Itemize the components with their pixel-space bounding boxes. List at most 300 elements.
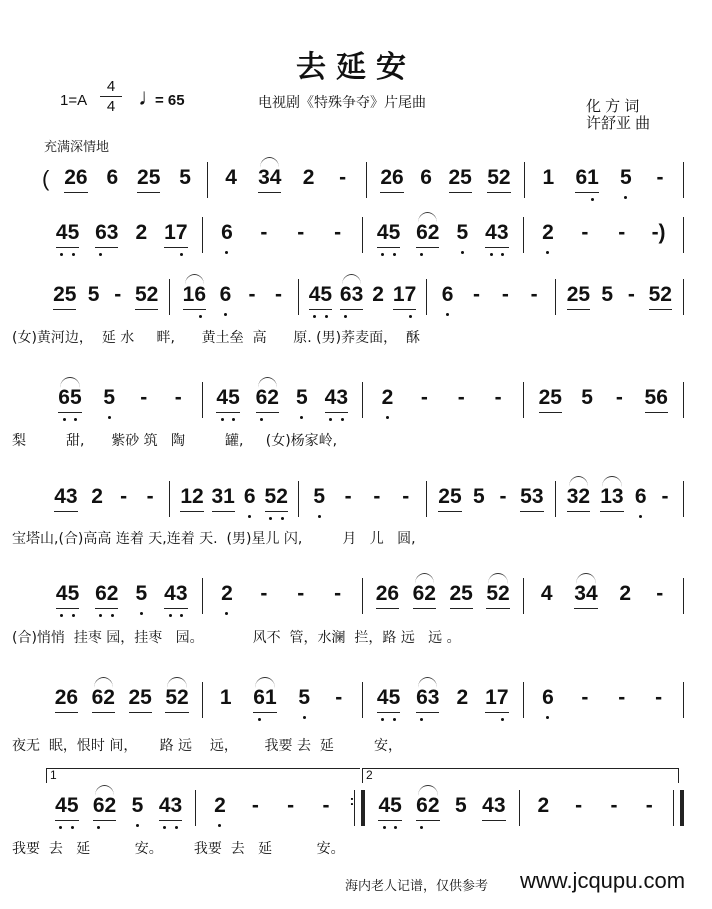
key-signature: 1=A (60, 92, 88, 109)
note (183, 283, 206, 310)
note-text: 5 (581, 386, 593, 409)
measure (42, 221, 202, 255)
measure (363, 686, 523, 720)
note (416, 221, 439, 248)
barline (683, 578, 684, 614)
note-text: - (275, 283, 283, 306)
low-octave-dot (169, 614, 172, 617)
note (485, 686, 508, 713)
music-row (42, 221, 684, 255)
low-octave-dot (225, 251, 228, 254)
low-octave-dot (72, 614, 75, 617)
note-text: 34 (258, 166, 282, 189)
low-octave-dot (180, 614, 183, 617)
note (438, 485, 461, 512)
note (135, 283, 158, 310)
note (180, 485, 203, 512)
low-octave-dot (258, 718, 261, 721)
note-text: - (287, 794, 295, 817)
note-text: 5 (135, 582, 148, 605)
slur-arc (94, 677, 113, 688)
low-octave-dot (74, 418, 77, 421)
note (219, 283, 233, 307)
note (618, 582, 632, 606)
measure (427, 283, 554, 317)
slur-arc (488, 573, 507, 584)
note-text: 45 (376, 686, 401, 709)
note (472, 485, 486, 509)
note (377, 221, 400, 248)
note-text: 45 (55, 221, 80, 244)
note-text: 34 (574, 582, 598, 605)
note (55, 794, 78, 821)
low-octave-dot (383, 826, 386, 829)
measure (363, 221, 523, 255)
low-octave-dot (260, 418, 263, 421)
measure (367, 166, 525, 200)
note (340, 283, 363, 310)
note (165, 686, 188, 713)
note-text: 43 (485, 221, 509, 244)
note-text: - (146, 485, 154, 508)
composer-credit: 许舒亚 曲 (586, 115, 651, 132)
note-text: - (334, 582, 342, 605)
dash-note (527, 283, 541, 307)
dash-note (336, 166, 350, 190)
note (58, 386, 81, 413)
low-octave-dot (490, 253, 493, 256)
dash-note (332, 686, 346, 710)
note-text: 5 (295, 386, 308, 409)
note-text: 26 (54, 686, 79, 709)
open-parenthesis: ( (42, 166, 50, 191)
note-text: 5 (454, 794, 467, 817)
note-text: 17 (164, 221, 188, 244)
note-text: - (499, 485, 507, 508)
note (95, 221, 118, 248)
note (55, 686, 78, 713)
note-text: 6 (106, 166, 119, 189)
volta-second-ending (362, 768, 679, 783)
note (129, 686, 152, 713)
note-text: - (645, 794, 653, 817)
low-octave-dot (624, 196, 627, 199)
note-text: 26 (64, 166, 88, 189)
note (295, 386, 309, 410)
note-text: 5 (103, 386, 115, 409)
dash-note (491, 386, 505, 410)
dash-note (612, 386, 626, 410)
time-signature-bottom: 4 (106, 98, 116, 115)
note (536, 794, 550, 818)
note-text: 43 (54, 485, 78, 508)
note (540, 582, 554, 606)
dash-note (294, 221, 308, 245)
note (378, 794, 401, 821)
low-octave-dot (446, 313, 449, 316)
barline (683, 217, 684, 253)
lyricist-credit: 化 方 词 (586, 98, 640, 115)
note (541, 221, 555, 245)
note (600, 485, 623, 512)
note-text: 32 (566, 485, 591, 508)
dash-note (417, 386, 431, 410)
low-octave-dot (591, 198, 594, 201)
measure (203, 686, 363, 720)
note-text: - (610, 794, 618, 817)
slur-arc (576, 573, 595, 584)
slur-arc (418, 212, 437, 223)
note (216, 386, 239, 413)
note-text: 25 (538, 386, 562, 409)
note-text: 62 (255, 386, 279, 409)
dash-note (257, 582, 271, 606)
dash-note (653, 166, 667, 190)
note-text: - (260, 221, 268, 244)
low-octave-dot (63, 418, 66, 421)
low-octave-dot (420, 718, 423, 721)
note (393, 283, 416, 310)
low-octave-dot (218, 824, 221, 827)
note-text: - (174, 386, 182, 409)
low-octave-dot (386, 416, 389, 419)
note (482, 794, 505, 821)
note-text: 62 (92, 794, 117, 817)
note (297, 686, 311, 710)
note-text: 6 (441, 283, 454, 306)
note-text: 25 (438, 485, 462, 508)
note (376, 582, 399, 609)
music-row (42, 686, 684, 720)
note-text: 63 (95, 221, 119, 244)
note (541, 686, 555, 710)
note (413, 582, 436, 609)
note-text: - (618, 686, 626, 709)
measure (170, 485, 297, 519)
note (455, 686, 469, 710)
note (580, 386, 594, 410)
note (455, 221, 469, 245)
measure (42, 283, 169, 317)
note-text: 5 (313, 485, 326, 508)
slur-arc (60, 377, 79, 388)
note-text: - (335, 686, 343, 709)
note-text: 52 (486, 582, 510, 605)
note-text: - (501, 283, 509, 306)
note-text: - (618, 221, 626, 244)
slur-arc (258, 377, 277, 388)
note-text: - (140, 386, 148, 409)
note (487, 166, 510, 193)
low-octave-dot (60, 253, 63, 256)
note-text: 43 (164, 582, 188, 605)
note (380, 166, 403, 193)
note (380, 386, 394, 410)
low-octave-dot (313, 315, 316, 318)
note-text: 4 (225, 166, 237, 189)
note-text: - (114, 283, 122, 306)
note-text: 5 (179, 166, 191, 189)
note-text: -) (651, 221, 666, 244)
dash-note (615, 221, 629, 245)
note-text: - (656, 582, 664, 605)
note-text: 52 (165, 686, 189, 709)
low-octave-dot (99, 253, 102, 256)
note (105, 166, 119, 190)
note (649, 283, 672, 310)
note-text: 25 (53, 283, 77, 306)
low-octave-dot (303, 716, 306, 719)
note (454, 794, 468, 818)
dash-note (607, 794, 621, 818)
volta-first-ending (46, 768, 360, 783)
dash-note (624, 283, 638, 307)
note (486, 582, 509, 609)
note (137, 166, 160, 193)
music-row (42, 386, 684, 420)
low-octave-dot (199, 315, 202, 318)
quarter-note-icon: ♩ (138, 84, 162, 111)
note (539, 386, 562, 413)
note-text: 62 (412, 582, 436, 605)
measure (363, 386, 523, 420)
note (575, 166, 598, 193)
expression-marking: 充满深情地 (44, 139, 110, 154)
note-text: 25 (137, 166, 161, 189)
slur-arc (569, 476, 588, 487)
note-text: 6 (221, 221, 233, 244)
music-row (42, 485, 684, 519)
note-text: - (334, 221, 342, 244)
note-text: 5 (601, 283, 614, 306)
dash-note (399, 485, 413, 509)
dash-note (652, 686, 666, 710)
measure (427, 485, 554, 519)
note (159, 794, 182, 821)
note-text: - (627, 283, 635, 306)
slur-arc (260, 157, 279, 168)
note (56, 221, 79, 248)
low-octave-dot (71, 826, 74, 829)
measure (203, 582, 363, 616)
note-text: - (661, 485, 669, 508)
note-text: - (655, 686, 663, 709)
note-text: 16 (182, 283, 207, 306)
low-octave-dot (111, 614, 114, 617)
note-text: 2 (302, 166, 315, 189)
repeat-dot: : (349, 792, 355, 808)
low-octave-dot (501, 253, 504, 256)
note-text: 17 (485, 686, 509, 709)
note-text: 45 (376, 221, 401, 244)
barline (683, 682, 684, 718)
low-octave-dot (72, 253, 75, 256)
measure (208, 166, 366, 200)
low-octave-dot (546, 251, 549, 254)
note-text: 26 (380, 166, 404, 189)
note (619, 166, 633, 190)
note-text: - (297, 221, 305, 244)
low-octave-dot (501, 718, 504, 721)
low-octave-dot (546, 716, 549, 719)
note-text: 52 (264, 485, 288, 508)
low-octave-dot (420, 826, 423, 829)
note (441, 283, 455, 307)
measure (42, 386, 202, 420)
lyrics-line: (合)悄悄 挂枣 园，挂枣 园。 风不 管，水澜 拦，路 远 远 。 (12, 630, 461, 646)
note (56, 582, 79, 609)
low-octave-dot (60, 614, 63, 617)
low-octave-dot (97, 826, 100, 829)
music-row (42, 794, 684, 828)
dash-note (652, 221, 666, 245)
note-text: 26 (375, 582, 400, 605)
note-text: 61 (575, 166, 599, 189)
note (90, 485, 104, 509)
measure (42, 686, 202, 720)
measure (42, 582, 202, 616)
note-text: 2 (135, 221, 148, 244)
low-octave-dot (163, 826, 166, 829)
note-text: 63 (416, 686, 440, 709)
note-text: - (575, 794, 583, 817)
slur-arc (415, 573, 434, 584)
barline (683, 162, 684, 198)
note-text: 5 (456, 221, 469, 244)
low-octave-dot (225, 612, 228, 615)
low-octave-dot (300, 416, 303, 419)
note-text: 25 (566, 283, 591, 306)
note (520, 485, 543, 512)
note (53, 283, 76, 310)
lyrics-line: 夜无 眠，恨时 间， 路 远 远， 我要 去 延 安， (12, 738, 402, 754)
low-octave-dot (461, 251, 464, 254)
note (258, 166, 281, 193)
note-text: - (457, 386, 465, 409)
song-title: 去延安 (296, 50, 416, 85)
dash-note (578, 221, 592, 245)
low-octave-dot (341, 418, 344, 421)
dash-note (171, 386, 185, 410)
low-octave-dot (329, 418, 332, 421)
note-text: 5 (472, 485, 485, 508)
measure (203, 221, 363, 255)
low-octave-dot (59, 826, 62, 829)
note-text: 43 (324, 386, 349, 409)
measure (363, 582, 523, 616)
note-text: 45 (378, 794, 402, 817)
dash-note (331, 582, 345, 606)
note-text: 62 (95, 582, 119, 605)
note-text: 5 (87, 283, 100, 306)
dash-note (111, 283, 125, 307)
measure (196, 794, 349, 828)
lyrics-line: 我要 去 延 安。 我要 去 延 安。 (12, 841, 345, 857)
low-octave-dot (180, 253, 183, 256)
measure (524, 686, 684, 720)
time-signature (100, 78, 122, 115)
note (541, 166, 555, 190)
note (600, 283, 614, 307)
slur-arc (418, 785, 437, 796)
dash-note (272, 283, 286, 307)
note-text: 45 (55, 582, 80, 605)
dash-note (653, 582, 667, 606)
note-text: 45 (216, 386, 240, 409)
note-text: 2 (542, 221, 554, 244)
note-text: - (615, 386, 623, 409)
watermark-site: www.jcqupu.com (520, 868, 686, 893)
note-text: 2 (456, 686, 469, 709)
low-octave-dot (393, 718, 396, 721)
note-text: 52 (648, 283, 672, 306)
note-text: 2 (381, 386, 394, 409)
barline (683, 481, 684, 517)
measure (556, 283, 683, 317)
note (212, 485, 235, 512)
measure (203, 386, 363, 420)
slur-arc (342, 274, 361, 285)
measure (520, 794, 673, 828)
note-text: - (297, 582, 305, 605)
time-signature-top: 4 (106, 78, 116, 95)
measure (170, 283, 297, 317)
dash-note (284, 794, 298, 818)
slur-arc (167, 677, 186, 688)
note (256, 386, 279, 413)
measure (556, 485, 683, 519)
volta-second-label: 2 (366, 768, 373, 782)
note-text: 6 (420, 166, 432, 189)
note (131, 794, 145, 818)
note-text: 2 (619, 582, 632, 605)
note-text: - (472, 283, 480, 306)
music-row (42, 582, 684, 616)
slur-arc (185, 274, 204, 285)
low-octave-dot (232, 418, 235, 421)
note (449, 166, 472, 193)
slur-arc (255, 677, 274, 688)
measure (524, 221, 684, 255)
note-text: 6 (634, 485, 647, 508)
dash-note (578, 686, 592, 710)
dash-note (658, 485, 672, 509)
low-octave-dot (281, 517, 284, 520)
dash-note (454, 386, 468, 410)
note-text: 61 (253, 686, 277, 709)
note-text: 25 (449, 582, 473, 605)
note (371, 283, 385, 307)
note-text: - (373, 485, 381, 508)
note (64, 166, 87, 193)
dash-note (331, 221, 345, 245)
subtitle: 电视剧《特殊争夺》片尾曲 (258, 94, 426, 110)
note-text: - (120, 485, 128, 508)
note-text: 25 (128, 686, 152, 709)
low-octave-dot (381, 718, 384, 721)
note-text: - (344, 485, 352, 508)
note-text: - (251, 794, 259, 817)
dash-note (615, 686, 629, 710)
note-text: 6 (243, 485, 256, 508)
note-text: 56 (644, 386, 668, 409)
note-text: 17 (392, 283, 417, 306)
note-text: 2 (214, 794, 226, 817)
note (416, 686, 439, 713)
note-text: 5 (298, 686, 311, 709)
dash-note (469, 283, 483, 307)
low-octave-dot (108, 416, 111, 419)
